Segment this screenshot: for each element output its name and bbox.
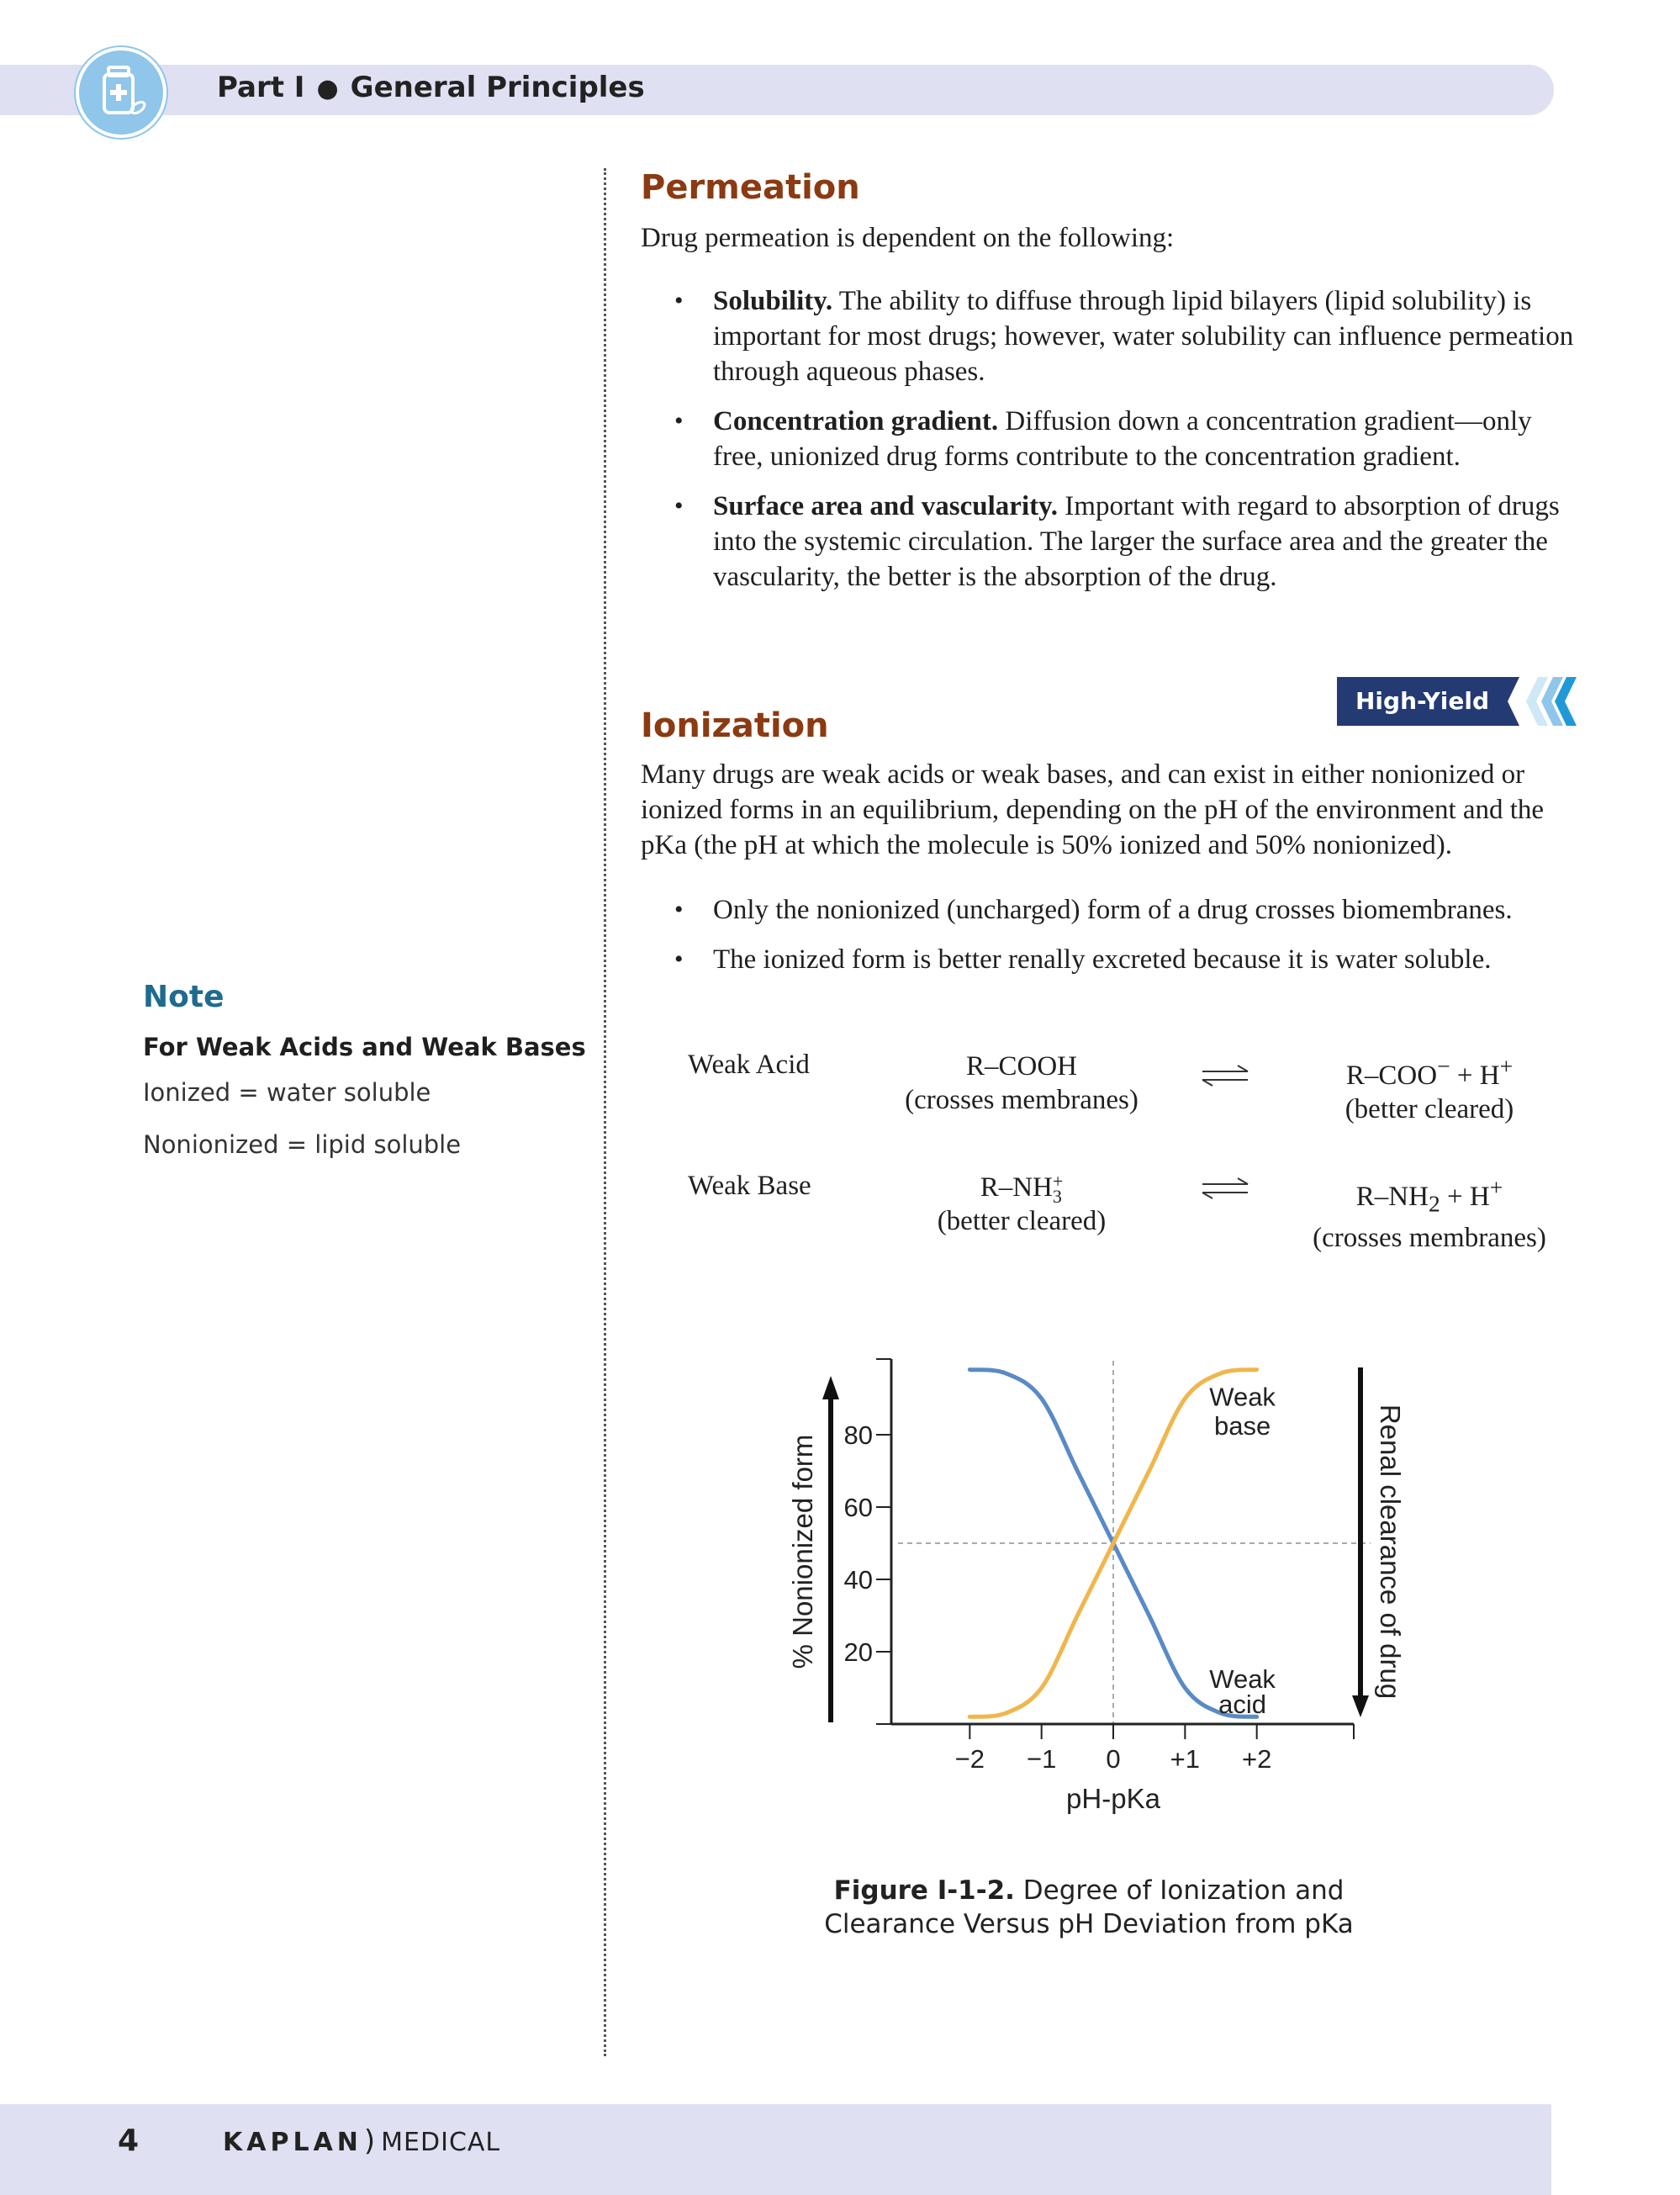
ionization-list bbox=[674, 892, 1599, 992]
figure-label: Figure I-1-2. bbox=[833, 1875, 1015, 1906]
y-tick-label: 40 bbox=[843, 1565, 873, 1595]
weak-acid-left bbox=[874, 1050, 1169, 1117]
permeation-heading: Permeation bbox=[641, 168, 860, 207]
list-item bbox=[674, 283, 1587, 389]
y-tick-label: 20 bbox=[843, 1637, 873, 1667]
weak-acid-right bbox=[1278, 1050, 1581, 1126]
note-title: Note bbox=[143, 980, 225, 1014]
equilibrium-arrow-icon bbox=[1201, 1065, 1251, 1087]
weak-acid-formula: R–COOH bbox=[965, 1051, 1078, 1082]
formula-part: + H bbox=[1440, 1182, 1490, 1212]
y-axis-title: % Nonionized form bbox=[787, 1434, 818, 1669]
header-title bbox=[217, 71, 645, 104]
weak-base-formula bbox=[874, 1171, 1169, 1208]
column-divider bbox=[604, 168, 606, 2056]
formula-part: + H bbox=[1450, 1060, 1500, 1091]
note-line: Ionized = water soluble bbox=[143, 1078, 431, 1107]
right-axis-title: Renal clearance of drug bbox=[1375, 1404, 1406, 1700]
weak-base-left-note: (better cleared) bbox=[937, 1206, 1107, 1237]
weak-base-left bbox=[874, 1171, 1169, 1238]
list-item: • Only the nonionized (uncharged) form of a drug crosses biomembranes. bbox=[674, 892, 1599, 928]
kaplan-logo bbox=[223, 2124, 500, 2158]
bullet-text: The ability to diffuse through lipid bilayers (lipid solubility) is important for most drugs; however, water solubility can influence permeation through aqueous phases. bbox=[713, 286, 1574, 387]
bullet-term: Solubility. bbox=[713, 286, 833, 316]
brand-suffix: MEDICAL bbox=[381, 2128, 501, 2157]
list-item bbox=[674, 489, 1587, 595]
weak-base-right-note: (crosses membranes) bbox=[1313, 1222, 1546, 1253]
arrow-down-icon bbox=[1352, 1695, 1369, 1717]
permeation-list bbox=[674, 283, 1587, 609]
triple-chevron-icon bbox=[1508, 677, 1577, 726]
ionization-intro: Many drugs are weak acids or weak bases, and can exist in either nonionized or ionized forms in an equilibrium, depending on the pH of the environment and the pKa (the pH at which the molecule is 50% ionized and 50% nonionized). bbox=[641, 759, 1545, 860]
y-tick-label: 60 bbox=[843, 1493, 873, 1522]
weak-acid-label: Weak Acid bbox=[688, 1050, 810, 1080]
weak-acid-products bbox=[1278, 1050, 1581, 1092]
x-tick-label: +2 bbox=[1241, 1744, 1272, 1774]
formula-sup: + bbox=[1499, 1053, 1514, 1079]
formula-sup: + bbox=[1052, 1171, 1064, 1193]
ionization-chart bbox=[774, 1337, 1429, 1825]
high-yield-label: High-Yield bbox=[1337, 677, 1508, 726]
formula-part: R–COO bbox=[1345, 1060, 1438, 1091]
note-line: Nonionized = lipid soluble bbox=[143, 1130, 462, 1159]
formula-sub: 3 bbox=[1052, 1186, 1062, 1208]
series-label-weak-base: base bbox=[1213, 1411, 1271, 1441]
header-section: General Principles bbox=[350, 71, 645, 104]
weak-base-products bbox=[1278, 1171, 1581, 1221]
x-tick-label: −1 bbox=[1026, 1744, 1057, 1774]
list-item bbox=[674, 404, 1587, 474]
header-part: Part I bbox=[217, 71, 305, 104]
brand-name: KAPLAN bbox=[223, 2128, 362, 2157]
bullet-term: Surface area and vascularity. bbox=[713, 491, 1059, 521]
page-number: 4 bbox=[118, 2124, 140, 2158]
formula-sub: 2 bbox=[1428, 1190, 1440, 1217]
bullet-term: Concentration gradient. bbox=[713, 406, 999, 436]
arrow-up-icon bbox=[822, 1376, 839, 1399]
x-tick-label: +1 bbox=[1170, 1744, 1201, 1774]
series-label-weak-base: Weak bbox=[1209, 1382, 1276, 1412]
x-tick-label: −2 bbox=[954, 1744, 985, 1774]
weak-base-right bbox=[1278, 1171, 1581, 1255]
permeation-intro: Drug permeation is dependent on the following: bbox=[641, 223, 1175, 253]
bullet-text: Diffusion down a concentration gradient—only free, unionized drug forms contribute to the concentration gradient. bbox=[713, 406, 1532, 472]
ionization-heading: Ionization bbox=[641, 706, 829, 745]
formula-part: R–NH bbox=[1355, 1182, 1429, 1212]
formula-sup: − bbox=[1437, 1053, 1450, 1079]
medicine-bottle-icon bbox=[76, 47, 166, 138]
equilibrium-arrow-icon bbox=[1201, 1177, 1251, 1199]
formula-sup: + bbox=[1489, 1174, 1503, 1200]
note-subtitle: For Weak Acids and Weak Bases bbox=[143, 1033, 586, 1061]
weak-base-label: Weak Base bbox=[688, 1171, 811, 1201]
series-label-weak-acid: Weak bbox=[1209, 1664, 1276, 1694]
bullet-text: Important with regard to absorption of drugs into the systemic circulation. The larger the surface area and the greater the vascularity, the better is the absorption of the drug. bbox=[713, 491, 1560, 592]
x-axis-title: pH-pKa bbox=[1066, 1783, 1160, 1814]
weak-acid-left-note: (crosses membranes) bbox=[905, 1085, 1138, 1115]
formula-part: R–NH bbox=[980, 1172, 1053, 1203]
figure-caption bbox=[765, 1874, 1413, 1941]
high-yield-badge bbox=[1337, 677, 1577, 726]
x-tick-label: 0 bbox=[1106, 1744, 1121, 1774]
y-tick-label: 80 bbox=[843, 1420, 873, 1450]
list-item: • The ionized form is better renally excreted because it is water soluble. bbox=[674, 942, 1599, 977]
series-label-weak-acid: acid bbox=[1218, 1690, 1267, 1720]
figure-caption-text: Degree of Ionization and Clearance Versus pH Deviation from pKa bbox=[824, 1875, 1354, 1939]
logo-swoosh: ) bbox=[363, 2124, 377, 2158]
weak-acid-right-note: (better cleared) bbox=[1345, 1094, 1514, 1124]
header-separator: ● bbox=[316, 74, 339, 103]
